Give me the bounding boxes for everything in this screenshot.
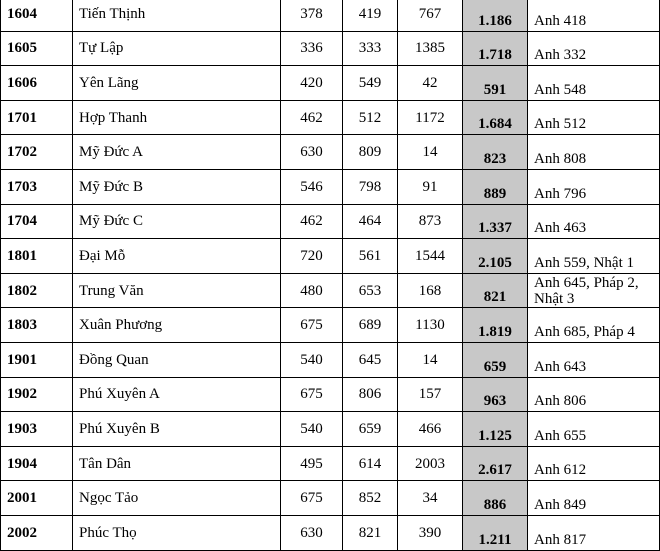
language-note-cell	[528, 31, 660, 66]
language-note-line: Anh 463	[534, 220, 587, 237]
language-note-line: Anh 559, Nhật 1	[534, 254, 634, 271]
count-1-cell: 462	[281, 100, 343, 135]
quota-cell: 1.211	[463, 515, 528, 550]
table-row	[1, 446, 660, 481]
count-2-cell: 464	[343, 204, 398, 239]
quota-cell: 659	[463, 342, 528, 377]
count-1-cell: 720	[281, 239, 343, 274]
count-3-cell: 91	[398, 169, 463, 204]
table-row	[1, 135, 660, 170]
language-note-cell	[528, 308, 660, 343]
school-name-cell: Mỹ Đức B	[73, 169, 281, 204]
count-2-cell: 821	[343, 515, 398, 550]
count-1-cell: 630	[281, 135, 343, 170]
school-code-cell: 1902	[1, 377, 73, 412]
language-note-cell	[528, 377, 660, 412]
language-note-cell	[528, 135, 660, 170]
table-row	[1, 204, 660, 239]
quota-cell: 823	[463, 135, 528, 170]
school-code-cell: 1801	[1, 239, 73, 274]
language-note-line: Anh 849	[534, 496, 587, 513]
count-3-cell: 390	[398, 515, 463, 550]
language-note-cell	[528, 446, 660, 481]
count-1-cell: 378	[281, 0, 343, 31]
school-name-cell: Trung Văn	[73, 273, 281, 308]
count-3-cell: 168	[398, 273, 463, 308]
count-2-cell: 614	[343, 446, 398, 481]
language-note-line: Nhật 3	[534, 290, 575, 307]
school-code-cell: 1904	[1, 446, 73, 481]
language-note-cell	[528, 342, 660, 377]
language-note-cell	[528, 0, 660, 31]
count-1-cell: 420	[281, 66, 343, 101]
quota-cell: 821	[463, 273, 528, 308]
language-note-line: Anh 548	[534, 81, 587, 98]
count-3-cell: 157	[398, 377, 463, 412]
language-note-line: Anh 643	[534, 358, 587, 375]
language-note-cell	[528, 239, 660, 274]
language-note-line: Anh 796	[534, 185, 587, 202]
school-code-cell: 1901	[1, 342, 73, 377]
count-3-cell: 34	[398, 481, 463, 516]
count-2-cell: 798	[343, 169, 398, 204]
quota-cell: 1.819	[463, 308, 528, 343]
count-3-cell: 1544	[398, 239, 463, 274]
quota-cell: 1.684	[463, 100, 528, 135]
count-3-cell: 14	[398, 342, 463, 377]
table-row	[1, 31, 660, 66]
language-note-line: Anh 655	[534, 427, 587, 444]
school-code-cell: 1701	[1, 100, 73, 135]
language-note-line: Anh 512	[534, 116, 587, 133]
quota-cell: 2.105	[463, 239, 528, 274]
language-note-cell	[528, 481, 660, 516]
school-code-cell: 2002	[1, 515, 73, 550]
language-note-line: Anh 808	[534, 150, 587, 167]
school-code-cell: 1703	[1, 169, 73, 204]
school-name-cell: Tiến Thịnh	[73, 0, 281, 31]
school-name-cell: Xuân Phương	[73, 308, 281, 343]
quota-cell: 886	[463, 481, 528, 516]
count-3-cell: 767	[398, 0, 463, 31]
count-1-cell: 675	[281, 308, 343, 343]
language-note-line: Anh 806	[534, 393, 587, 410]
school-name-cell: Tân Dân	[73, 446, 281, 481]
count-1-cell: 546	[281, 169, 343, 204]
language-note-cell	[528, 273, 660, 308]
count-1-cell: 675	[281, 481, 343, 516]
count-1-cell: 495	[281, 446, 343, 481]
school-code-cell: 2001	[1, 481, 73, 516]
school-name-cell: Phúc Thọ	[73, 515, 281, 550]
school-name-cell: Phú Xuyên A	[73, 377, 281, 412]
language-note-cell	[528, 412, 660, 447]
quota-cell: 1.125	[463, 412, 528, 447]
table-row	[1, 377, 660, 412]
count-3-cell: 873	[398, 204, 463, 239]
school-name-cell: Ngọc Tảo	[73, 481, 281, 516]
table-row	[1, 66, 660, 101]
table-row	[1, 308, 660, 343]
count-2-cell: 653	[343, 273, 398, 308]
count-1-cell: 462	[281, 204, 343, 239]
language-note-line: Anh 817	[534, 531, 587, 548]
count-1-cell: 336	[281, 31, 343, 66]
count-1-cell: 675	[281, 377, 343, 412]
language-note-line: Anh 612	[534, 462, 587, 479]
language-note-line: Anh 332	[534, 47, 587, 64]
language-note-cell	[528, 204, 660, 239]
table-row	[1, 169, 660, 204]
school-code-cell: 1704	[1, 204, 73, 239]
school-name-cell: Mỹ Đức A	[73, 135, 281, 170]
table-row	[1, 342, 660, 377]
school-code-cell: 1803	[1, 308, 73, 343]
quota-cell: 1.337	[463, 204, 528, 239]
quota-cell: 2.617	[463, 446, 528, 481]
count-2-cell: 512	[343, 100, 398, 135]
language-note-cell	[528, 169, 660, 204]
quota-cell: 963	[463, 377, 528, 412]
school-name-cell: Tự Lập	[73, 31, 281, 66]
school-code-cell: 1802	[1, 273, 73, 308]
count-2-cell: 852	[343, 481, 398, 516]
count-2-cell: 549	[343, 66, 398, 101]
school-code-cell: 1903	[1, 412, 73, 447]
count-3-cell: 1172	[398, 100, 463, 135]
table-row	[1, 100, 660, 135]
school-code-cell: 1604	[1, 0, 73, 31]
school-name-cell: Yên Lãng	[73, 66, 281, 101]
quota-cell: 889	[463, 169, 528, 204]
table-row	[1, 481, 660, 516]
school-name-cell: Phú Xuyên B	[73, 412, 281, 447]
count-3-cell: 14	[398, 135, 463, 170]
school-code-cell: 1702	[1, 135, 73, 170]
count-2-cell: 645	[343, 342, 398, 377]
count-2-cell: 419	[343, 0, 398, 31]
count-3-cell: 1130	[398, 308, 463, 343]
language-note-cell	[528, 515, 660, 550]
school-code-cell: 1606	[1, 66, 73, 101]
count-3-cell: 2003	[398, 446, 463, 481]
table-body	[1, 0, 660, 550]
count-2-cell: 561	[343, 239, 398, 274]
quota-cell: 1.718	[463, 31, 528, 66]
count-3-cell: 1385	[398, 31, 463, 66]
language-note-line: Anh 685, Pháp 4	[534, 323, 635, 340]
language-note-line: Anh 418	[534, 12, 587, 29]
count-3-cell: 466	[398, 412, 463, 447]
table-row	[1, 412, 660, 447]
count-2-cell: 659	[343, 412, 398, 447]
count-1-cell: 630	[281, 515, 343, 550]
count-1-cell: 540	[281, 342, 343, 377]
quota-cell: 591	[463, 66, 528, 101]
count-2-cell: 689	[343, 308, 398, 343]
school-name-cell: Mỹ Đức C	[73, 204, 281, 239]
count-1-cell: 480	[281, 273, 343, 308]
table-row	[1, 0, 660, 31]
school-name-cell: Đồng Quan	[73, 342, 281, 377]
language-note-cell	[528, 100, 660, 135]
school-name-cell: Hợp Thanh	[73, 100, 281, 135]
school-code-cell: 1605	[1, 31, 73, 66]
language-note-cell	[528, 66, 660, 101]
quota-cell: 1.186	[463, 0, 528, 31]
count-3-cell: 42	[398, 66, 463, 101]
count-2-cell: 806	[343, 377, 398, 412]
count-2-cell: 809	[343, 135, 398, 170]
table-row	[1, 515, 660, 550]
table-row	[1, 273, 660, 308]
language-note-line: Anh 645, Pháp 2,	[534, 274, 639, 291]
table-row	[1, 239, 660, 274]
count-1-cell: 540	[281, 412, 343, 447]
school-name-cell: Đại Mỗ	[73, 239, 281, 274]
count-2-cell: 333	[343, 31, 398, 66]
